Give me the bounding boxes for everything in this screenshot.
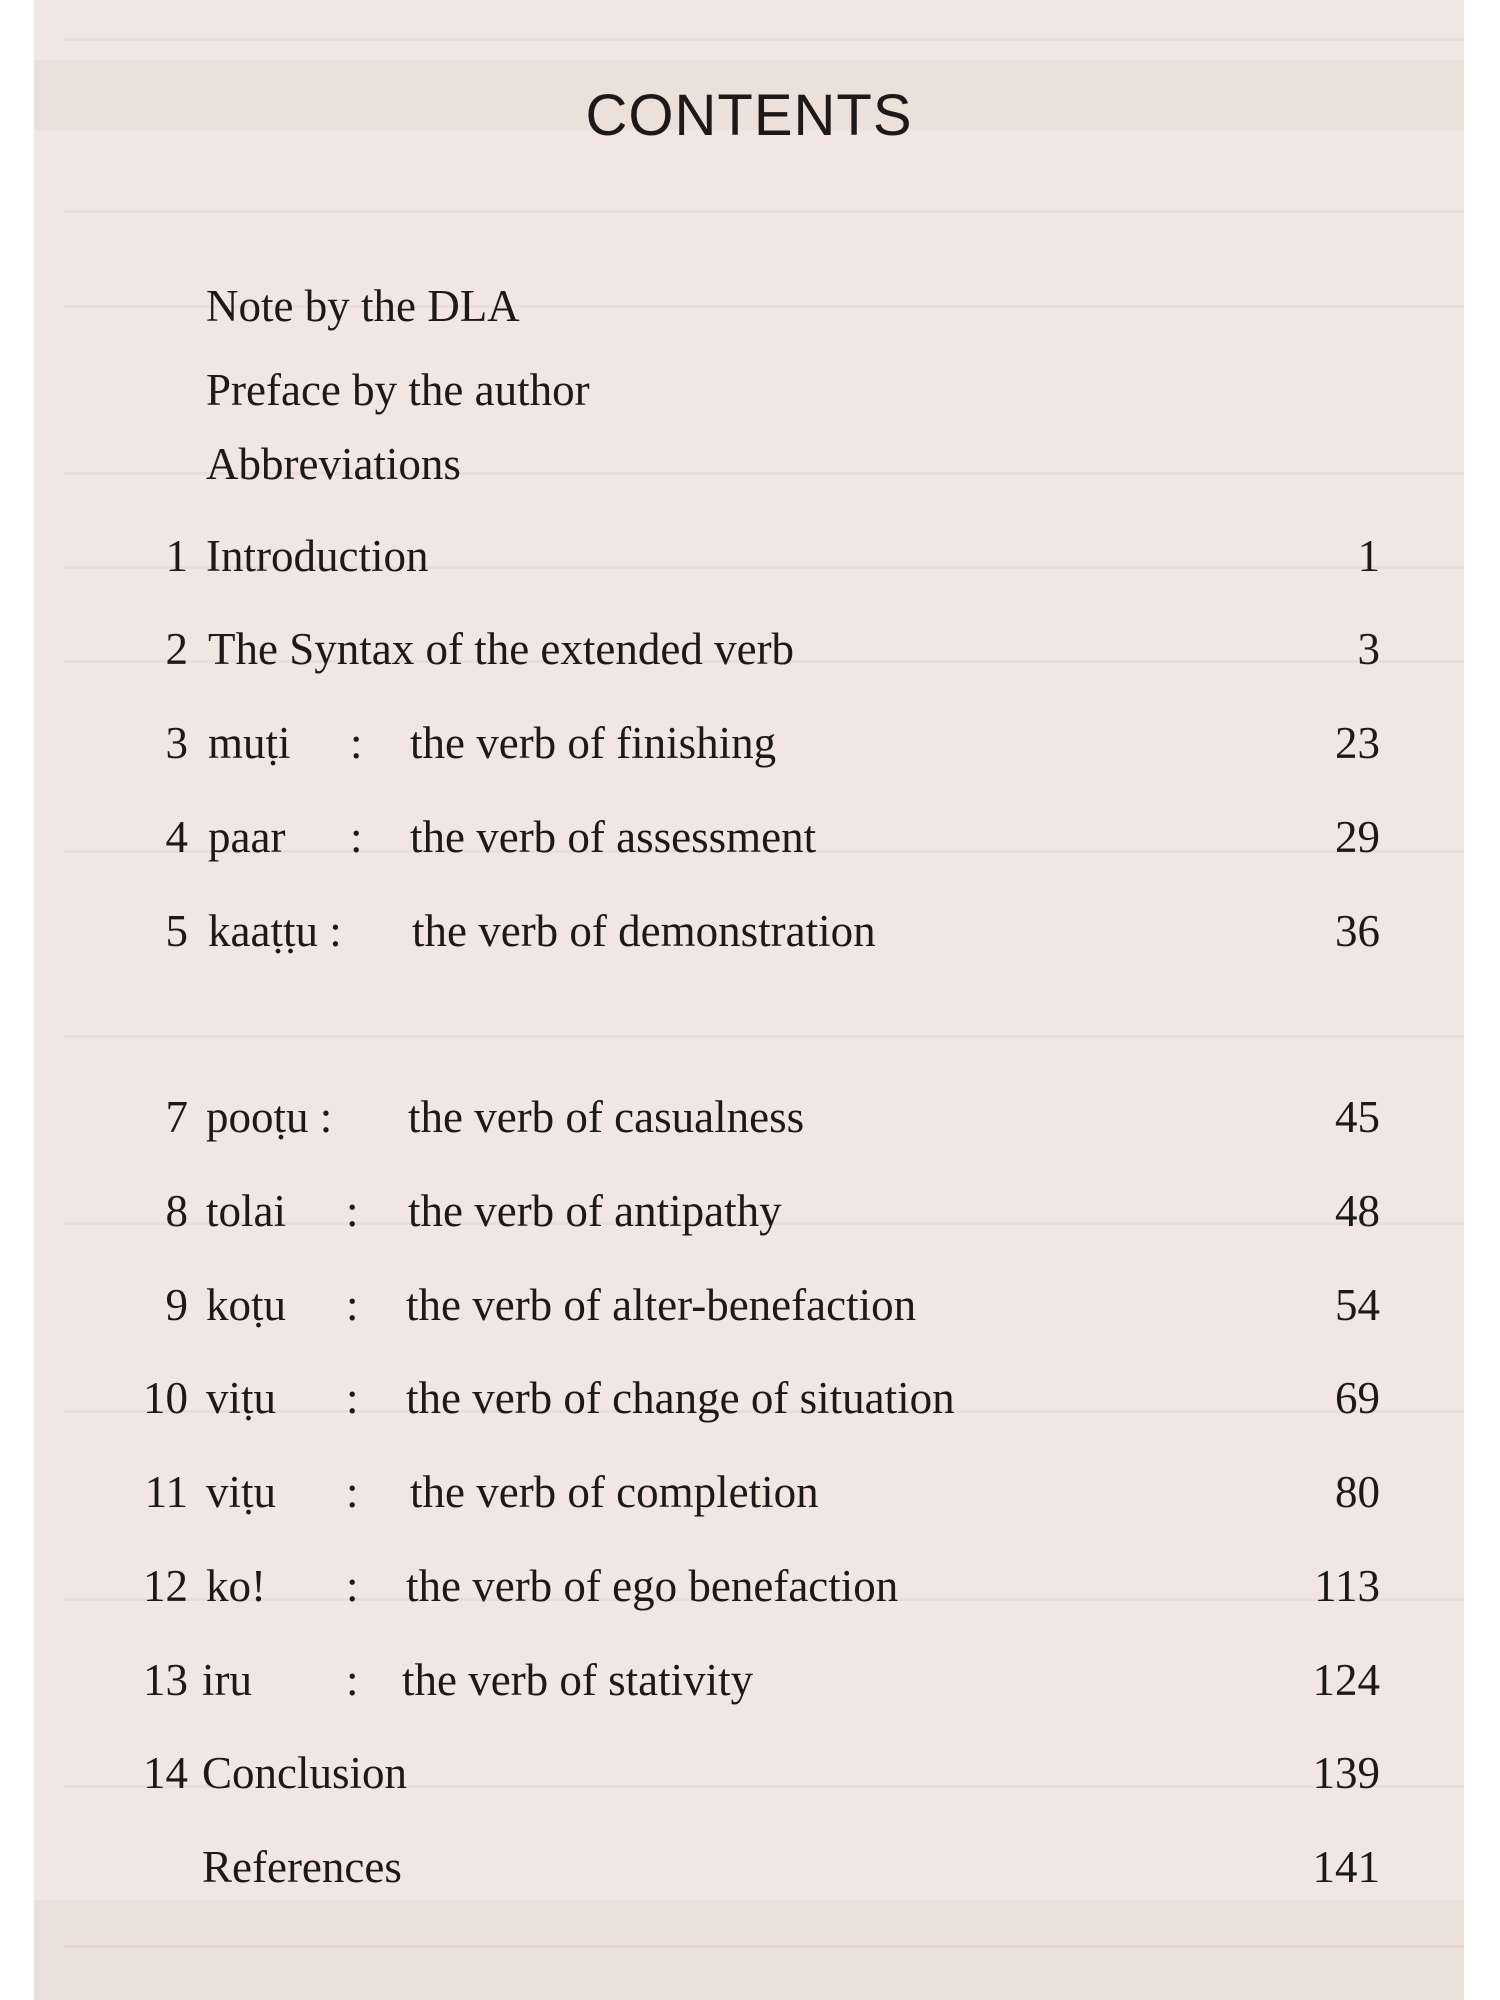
verb-term: koṭu [206,1280,287,1330]
page-number: 1 [1357,531,1380,581]
toc-entry [34,526,1464,586]
book-page [34,0,1464,2000]
verb-term: viṭu [206,1467,277,1517]
separator: : [346,1280,359,1330]
separator: : [346,1655,359,1705]
page-number: 113 [1314,1561,1380,1611]
toc-entry [34,1462,1464,1522]
verb-description: the verb of completion [410,1467,819,1517]
toc-entry-title: Conclusion [202,1748,408,1798]
page-number: 23 [1335,718,1380,768]
verb-term: viṭu [206,1373,277,1423]
verb-term: kaaṭṭu : [208,906,342,956]
page-number: 141 [1312,1842,1380,1892]
toc-entry [34,901,1464,961]
page-number: 124 [1312,1655,1380,1705]
background-shade [34,1900,1464,2000]
verb-description: the verb of demonstration [412,906,876,956]
verb-description: the verb of ego benefaction [406,1561,899,1611]
chapter-number: 5 [165,906,188,956]
page-number: 48 [1335,1186,1380,1236]
toc-entry [34,1743,1464,1803]
verb-term: muṭi [208,718,291,768]
separator: : [346,1186,359,1236]
chapter-number: 1 [165,531,188,581]
toc-entry-title: The Syntax of the extended verb [208,624,795,674]
separator: : [346,1561,359,1611]
separator: : [346,1373,359,1423]
verb-description: the verb of assessment [410,812,817,862]
toc-entry [34,1650,1464,1710]
verb-term: pooṭu : [206,1092,333,1142]
verb-description: the verb of alter-benefaction [406,1280,917,1330]
toc-entry [34,1837,1464,1897]
toc-front-matter-item [34,276,1464,336]
verb-description: the verb of stativity [402,1655,754,1705]
page-number: 45 [1335,1092,1380,1142]
verb-description: the verb of change of situation [406,1373,955,1423]
separator: : [350,718,363,768]
chapter-number: 3 [165,718,188,768]
chapter-number: 9 [165,1280,188,1330]
page-number: 36 [1335,906,1380,956]
chapter-number: 11 [144,1467,188,1517]
toc-entry-title: References [202,1842,402,1892]
bleed-through-line [64,1035,1464,1038]
verb-term: tolai [206,1186,286,1236]
page-number: 139 [1312,1748,1380,1798]
chapter-number: 10 [143,1373,188,1423]
toc-entry [34,1368,1464,1428]
toc-entry [34,1275,1464,1335]
verb-description: the verb of finishing [410,718,777,768]
bleed-through-line [64,210,1464,213]
toc-entry [34,807,1464,867]
toc-front-matter-item [34,360,1464,420]
page-number: 54 [1335,1280,1380,1330]
chapter-number: 12 [143,1561,188,1611]
page-number: 80 [1335,1467,1380,1517]
toc-entry-title: Note by the DLA [206,281,520,331]
page-number: 29 [1335,812,1380,862]
toc-entry [34,1181,1464,1241]
chapter-number: 2 [165,624,188,674]
bleed-through-line [64,1945,1464,1948]
chapter-number: 13 [143,1655,188,1705]
toc-entry-title: Preface by the author [206,365,590,415]
toc-entry-title: Abbreviations [206,439,461,489]
verb-description: the verb of antipathy [408,1186,782,1236]
page-title: CONTENTS [585,83,913,148]
page-number: 69 [1335,1373,1380,1423]
chapter-number: 8 [165,1186,188,1236]
chapter-number: 14 [143,1748,188,1798]
toc-entry [34,619,1464,679]
separator: : [350,812,363,862]
verb-term: paar [208,812,286,862]
page-number: 3 [1357,624,1380,674]
toc-entry [34,1556,1464,1616]
toc-entry-title: Introduction [206,531,429,581]
toc-front-matter-item [34,434,1464,494]
bleed-through-line [64,38,1464,41]
verb-term: iru [202,1655,252,1705]
separator: : [346,1467,359,1517]
toc-entry [34,1087,1464,1147]
verb-description: the verb of casualness [408,1092,805,1142]
chapter-number: 7 [165,1092,188,1142]
chapter-number: 4 [165,812,188,862]
verb-term: ko! [206,1561,266,1611]
toc-entry [34,713,1464,773]
